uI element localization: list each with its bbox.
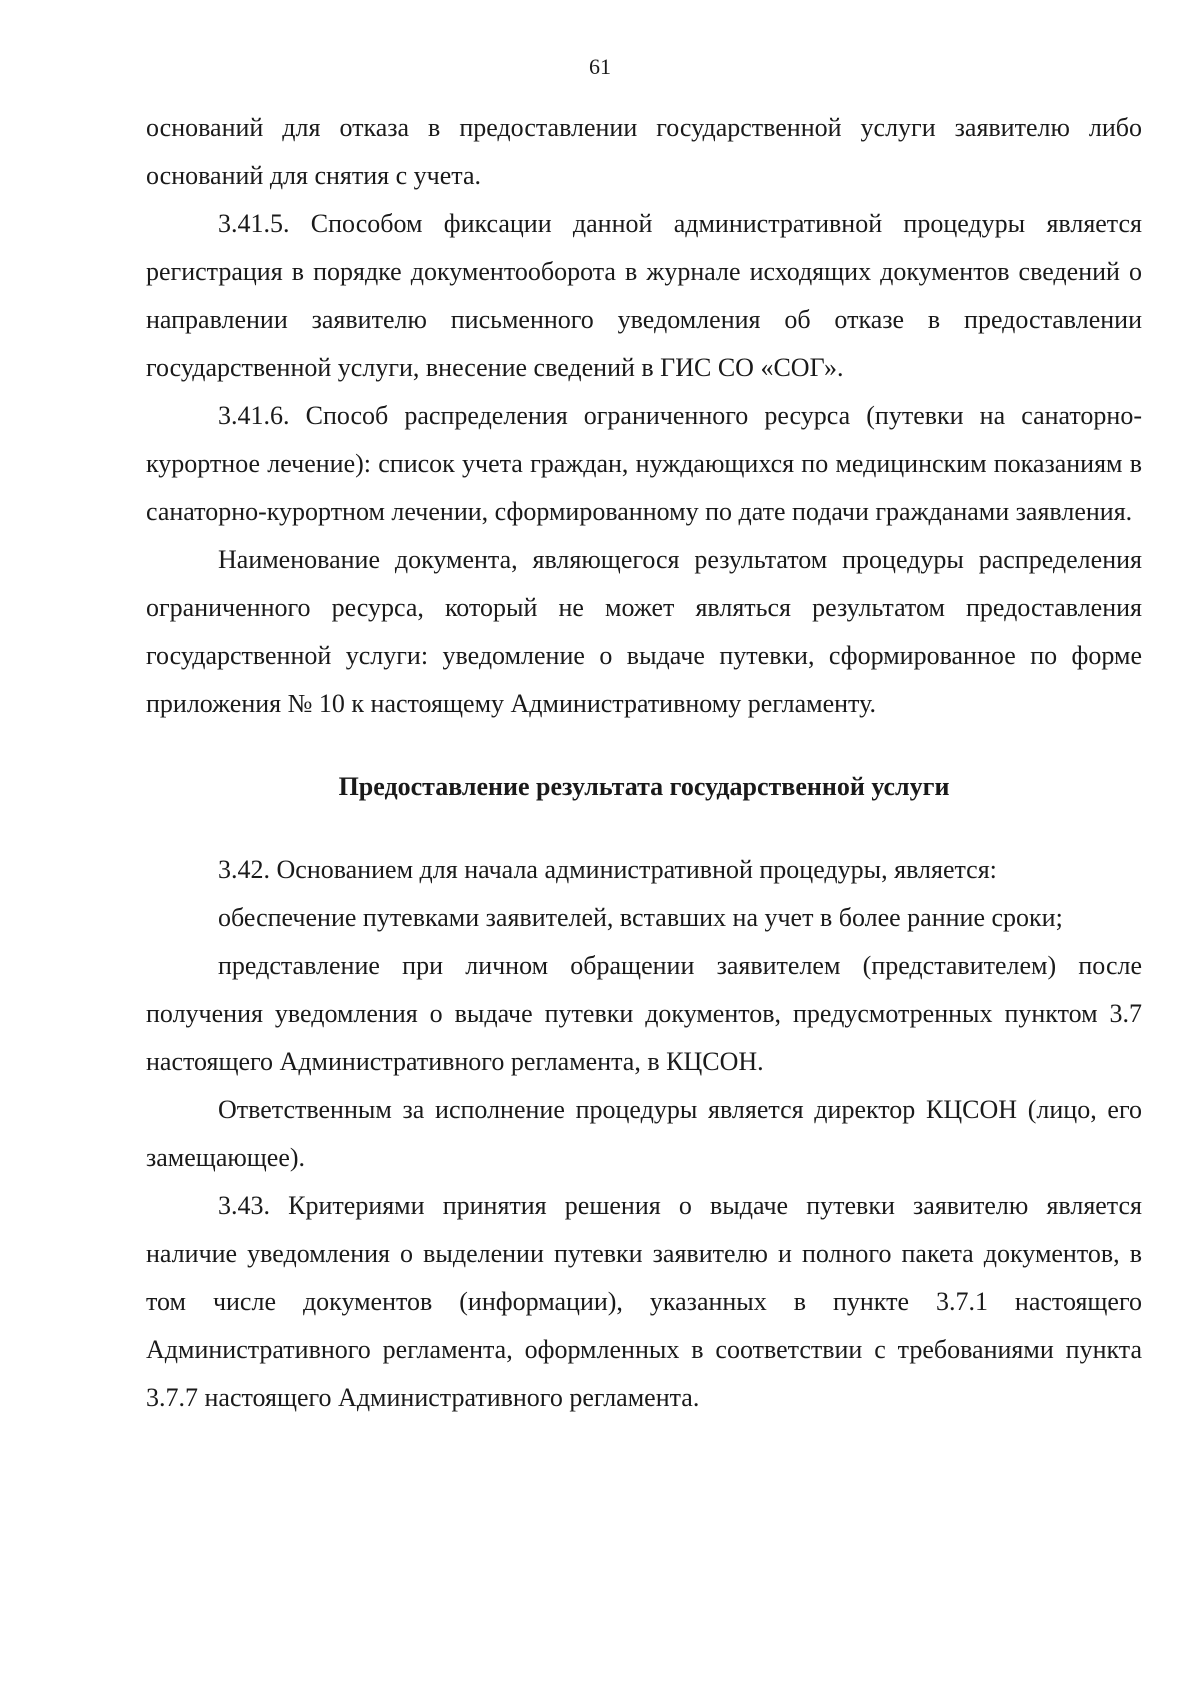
paragraph-continuation: оснований для отказа в предоставлении государственной услуги заявителю либо оснований для снятия с учета. (146, 113, 1142, 190)
paragraph-3-43: 3.43. Критериями принятия решения о выдаче путевки заявителю является наличие уведомления о выделении путевки заявителю и полного пакета документов, в том числе документов (информации), указанных в пункте 3.7.1 настоящего Административного регламента, оформленных в соответствии с требованиями пункта 3.7.7 настоящего Административного регламента. (146, 1191, 1142, 1412)
section-heading: Предоставление результата государственной услуги (338, 772, 950, 801)
paragraph-3-41-6: 3.41.6. Способ распределения ограниченного ресурса (путевки на санаторно-курортное лечение): список учета граждан, нуждающихся по медицинским показаниям в санаторно-курортном лечении, сформированному по дате подачи гражданами заявления. (146, 401, 1142, 526)
paragraph-3-41-5: 3.41.5. Способом фиксации данной административной процедуры является регистрация в порядке документооборота в журнале исходящих документов сведений о направлении заявителю письменного уведомления об отказе в предоставлении государственной услуги, внесение сведений в ГИС СО «СОГ». (146, 209, 1142, 382)
paragraph-responsible: Ответственным за исполнение процедуры является директор КЦСОН (лицо, его замещающее). (146, 1095, 1142, 1172)
paragraph-basis-item-2: представление при личном обращении заявителем (представителем) после получения уведомления о выдаче путевки документов, предусмотренных пунктом 3.7 настоящего Административного регламента, в КЦСОН. (146, 951, 1142, 1076)
document-body (146, 104, 1142, 1422)
paragraph-basis-item-1: обеспечение путевками заявителей, вставших на учет в более ранние сроки; (218, 903, 1063, 932)
page-number: 61 (589, 54, 611, 79)
paragraph-document-name: Наименование документа, являющегося результатом процедуры распределения ограниченного ресурса, который не может являться результатом предоставления государственной услуги: уведомление о выдаче путевки, сформированное по форме приложения № 10 к настоящему Административному регламенту. (146, 545, 1142, 718)
paragraph-3-42: 3.42. Основанием для начала административной процедуры, является: (218, 855, 997, 884)
